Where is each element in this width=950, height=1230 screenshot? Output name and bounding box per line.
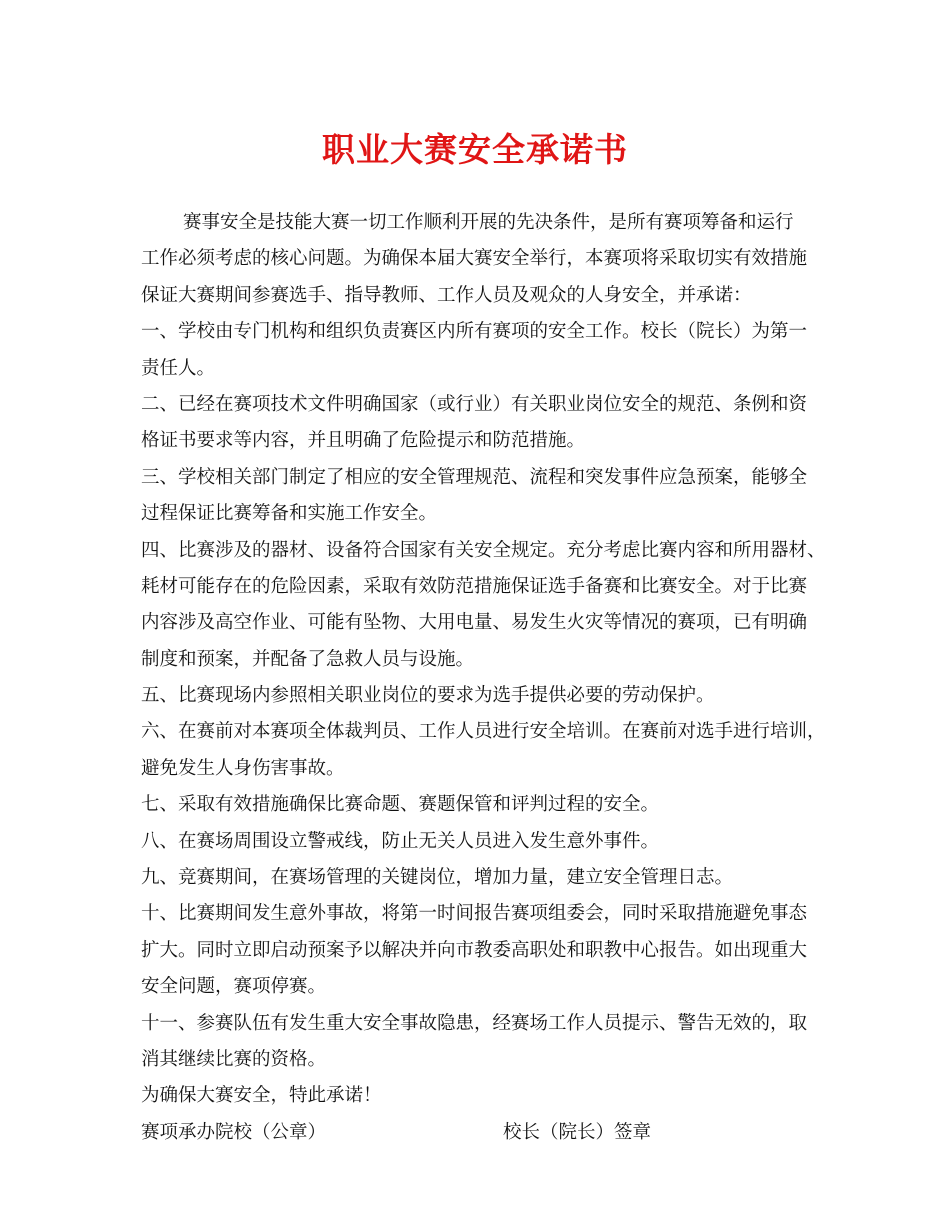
paragraph-line: 工作必须考虑的核心问题。为确保本届大赛安全举行，本赛项将采取切实有效措施 (141, 248, 808, 270)
clause-line: 三、学校相关部门制定了相应的安全管理规范、流程和突发事件应急预案，能够全 (141, 466, 808, 488)
signature-row (141, 1115, 831, 1151)
clause-line: 内容涉及高空作业、可能有坠物、大用电量、易发生火灾等情况的赛项，已有明确 (141, 612, 808, 634)
clause-line: 一、学校由专门机构和组织负责赛区内所有赛项的安全工作。校长（院长）为第一 (141, 321, 808, 343)
principal-signature-label: 校长（院长）签章 (503, 1121, 652, 1143)
clause-line: 九、竞赛期间，在赛场管理的关键岗位，增加力量，建立安全管理日志。 (141, 867, 734, 889)
clause-line: 消其继续比赛的资格。 (141, 1048, 327, 1070)
clause-line: 责任人。 (141, 357, 216, 379)
clause-line: 过程保证比赛筹备和实施工作安全。 (141, 503, 438, 525)
clause-line: 制度和预案，并配备了急救人员与设施。 (141, 648, 475, 670)
clause-line: 七、采取有效措施确保比赛命题、赛题保管和评判过程的安全。 (141, 794, 660, 816)
clause-line: 二、已经在赛项技术文件明确国家（或行业）有关职业岗位安全的规范、条例和资 (141, 393, 808, 415)
clause-line: 扩大。同时立即启动预案予以解决并向市教委高职处和职教中心报告。如出现重大 (141, 939, 808, 961)
document-body (141, 205, 831, 1151)
clause-line: 八、在赛场周围设立警戒线，防止无关人员进入发生意外事件。 (141, 830, 660, 852)
paragraph-line: 保证大赛期间参赛选手、指导教师、工作人员及观众的人身安全，并承诺： (141, 284, 752, 306)
clause-line: 耗材可能存在的危险因素，采取有效防范措施保证选手备赛和比赛安全。对于比赛 (141, 575, 808, 597)
document-title: 职业大赛安全承诺书 (322, 130, 628, 169)
paragraph-line: 赛事安全是技能大赛一切工作顺利开展的先决条件，是所有赛项筹备和运行 (183, 212, 794, 233)
clause-line: 四、比赛涉及的器材、设备符合国家有关安全规定。充分考虑比赛内容和所用器材、 (141, 539, 826, 561)
clause-line: 安全问题，赛项停赛。 (141, 976, 327, 998)
clause-line: 六、在赛前对本赛项全体裁判员、工作人员进行安全培训。在赛前对选手进行培训， (141, 721, 826, 743)
clause-line: 十一、参赛队伍有发生重大安全事故隐患，经赛场工作人员提示、警告无效的，取 (141, 1012, 808, 1034)
clause-line: 格证书要求等内容，并且明确了危险提示和防范措施。 (141, 430, 586, 452)
clause-line: 五、比赛现场内参照相关职业岗位的要求为选手提供必要的劳动保护。 (141, 685, 715, 707)
clause-line: 十、比赛期间发生意外事故，将第一时间报告赛项组委会，同时采取措施避免事态 (141, 903, 808, 925)
clause-line: 避免发生人身伤害事故。 (141, 757, 345, 779)
closing-line: 为确保大赛安全，特此承诺！ (141, 1085, 382, 1107)
school-seal-label: 赛项承办院校（公章） (141, 1121, 327, 1143)
